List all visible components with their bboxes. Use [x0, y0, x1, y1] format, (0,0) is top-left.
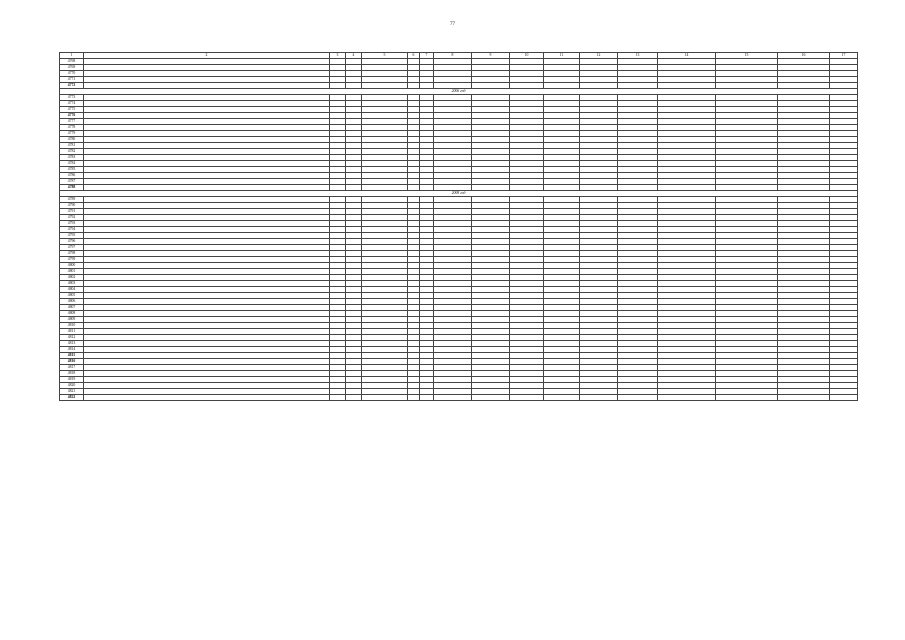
row-number: 4785 — [60, 167, 84, 173]
row-number: 4800 — [60, 263, 84, 269]
row-number: 4816 — [60, 359, 84, 365]
column-number: 16 — [778, 53, 830, 59]
column-number: 12 — [580, 53, 618, 59]
row-number: 4783 — [60, 155, 84, 161]
row-number: 4813 — [60, 341, 84, 347]
row-number: 4775 — [60, 107, 84, 113]
row-number: 4803 — [60, 281, 84, 287]
table-cell — [618, 395, 658, 401]
register-table — [59, 52, 858, 401]
row-number: 4776 — [60, 113, 84, 119]
row-number: 4769 — [60, 65, 84, 71]
table-cell — [84, 395, 330, 401]
row-number: 4786 — [60, 173, 84, 179]
column-number: 11 — [544, 53, 580, 59]
table-cell — [330, 395, 346, 401]
row-number: 4807 — [60, 305, 84, 311]
column-number: 1 — [60, 53, 84, 59]
row-number: 4806 — [60, 299, 84, 305]
row-number: 4796 — [60, 239, 84, 245]
column-number: 8 — [434, 53, 472, 59]
row-number: 4792 — [60, 215, 84, 221]
column-number: 7 — [420, 53, 434, 59]
column-number: 17 — [830, 53, 858, 59]
column-number: 15 — [716, 53, 778, 59]
table-cell — [408, 395, 420, 401]
row-number: 4812 — [60, 335, 84, 341]
row-number: 4789 — [60, 197, 84, 203]
table-cell — [472, 395, 510, 401]
table-cell — [544, 395, 580, 401]
table-cell — [420, 395, 434, 401]
row-number: 4790 — [60, 203, 84, 209]
row-number: 4811 — [60, 329, 84, 335]
table-cell — [716, 395, 778, 401]
column-number: 4 — [346, 53, 362, 59]
row-number: 4797 — [60, 245, 84, 251]
column-number: 2 — [84, 53, 330, 59]
row-number: 4817 — [60, 365, 84, 371]
column-number: 14 — [658, 53, 716, 59]
column-number: 3 — [330, 53, 346, 59]
row-number: 4774 — [60, 101, 84, 107]
row-number: 4777 — [60, 119, 84, 125]
row-number: 4773 — [60, 95, 84, 101]
row-number: 4795 — [60, 233, 84, 239]
row-number: 4793 — [60, 221, 84, 227]
row-number: 4815 — [60, 353, 84, 359]
row-number: 4798 — [60, 251, 84, 257]
column-number: 6 — [408, 53, 420, 59]
row-number: 4822 — [60, 395, 84, 401]
row-number: 4772 — [60, 83, 84, 89]
row-number: 4802 — [60, 275, 84, 281]
row-number: 4794 — [60, 227, 84, 233]
subtotal-row — [60, 395, 858, 401]
row-number: 4810 — [60, 323, 84, 329]
column-number: 5 — [362, 53, 408, 59]
table-cell — [580, 395, 618, 401]
table-cell — [434, 395, 472, 401]
row-number: 4780 — [60, 137, 84, 143]
section-title: 2006 год — [60, 89, 858, 95]
table-cell — [778, 395, 830, 401]
row-number: 4781 — [60, 143, 84, 149]
row-number: 4771 — [60, 77, 84, 83]
table-cell — [346, 395, 362, 401]
row-number: 4821 — [60, 389, 84, 395]
row-number: 4778 — [60, 125, 84, 131]
row-number: 4788 — [60, 185, 84, 191]
row-number: 4818 — [60, 371, 84, 377]
row-number: 4791 — [60, 209, 84, 215]
row-number: 4809 — [60, 317, 84, 323]
row-number: 4768 — [60, 59, 84, 65]
row-number: 4799 — [60, 257, 84, 263]
row-number: 4770 — [60, 71, 84, 77]
table-cell — [658, 395, 716, 401]
row-number: 4814 — [60, 347, 84, 353]
row-number: 4808 — [60, 311, 84, 317]
row-number: 4779 — [60, 131, 84, 137]
column-number: 10 — [510, 53, 544, 59]
row-number: 4787 — [60, 179, 84, 185]
table-cell — [830, 395, 858, 401]
row-number: 4819 — [60, 377, 84, 383]
column-number: 9 — [472, 53, 510, 59]
row-number: 4782 — [60, 149, 84, 155]
row-number: 4804 — [60, 287, 84, 293]
column-number: 13 — [618, 53, 658, 59]
table-cell — [362, 395, 408, 401]
row-number: 4801 — [60, 269, 84, 275]
page-number: 77 — [450, 22, 455, 27]
row-number: 4784 — [60, 161, 84, 167]
table-cell — [510, 395, 544, 401]
row-number: 4805 — [60, 293, 84, 299]
section-title: 2008 год — [60, 191, 858, 197]
row-number: 4820 — [60, 383, 84, 389]
